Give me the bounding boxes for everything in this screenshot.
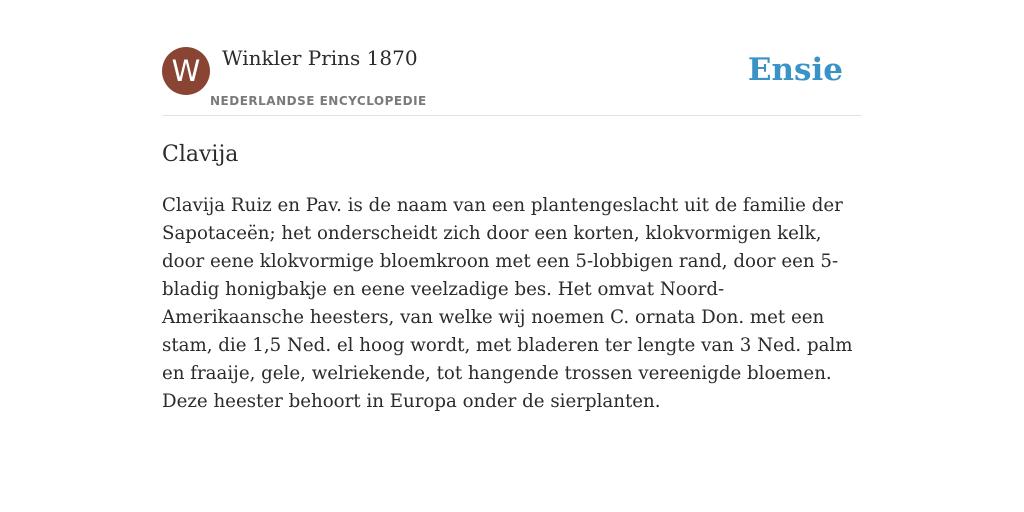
header — [162, 0, 862, 116]
brand-logo-link[interactable]: Ensie — [747, 52, 843, 88]
source-avatar[interactable]: W — [162, 47, 210, 95]
source-title[interactable]: Winkler Prins 1870 — [222, 46, 418, 70]
entry-title: Clavija — [162, 142, 239, 167]
entry-body: Clavija Ruiz en Pav. is de naam van een plantengeslacht uit de familie der Sapotaceën; het onderscheidt zich door een korten, klokvormigen kelk, door eene klokvormige bloemkroon met een 5-lobbigen rand, door een 5-bladig honigbakje en eene veelzadige bes. Het omvat Noord-Amerikaansche heesters, van welke wij noemen C. ornata Don. met een stam, die 1,5 Ned. el hoog wordt, met bladeren ter lengte van 3 Ned. palm en fraaije, gele, welriekende, tot hangende trossen vereenigde bloemen. Deze heester behoort in Europa onder de sierplanten. — [162, 195, 853, 412]
page — [162, 0, 862, 512]
source-subtitle: NEDERLANDSE ENCYCLOPEDIE — [210, 94, 427, 108]
